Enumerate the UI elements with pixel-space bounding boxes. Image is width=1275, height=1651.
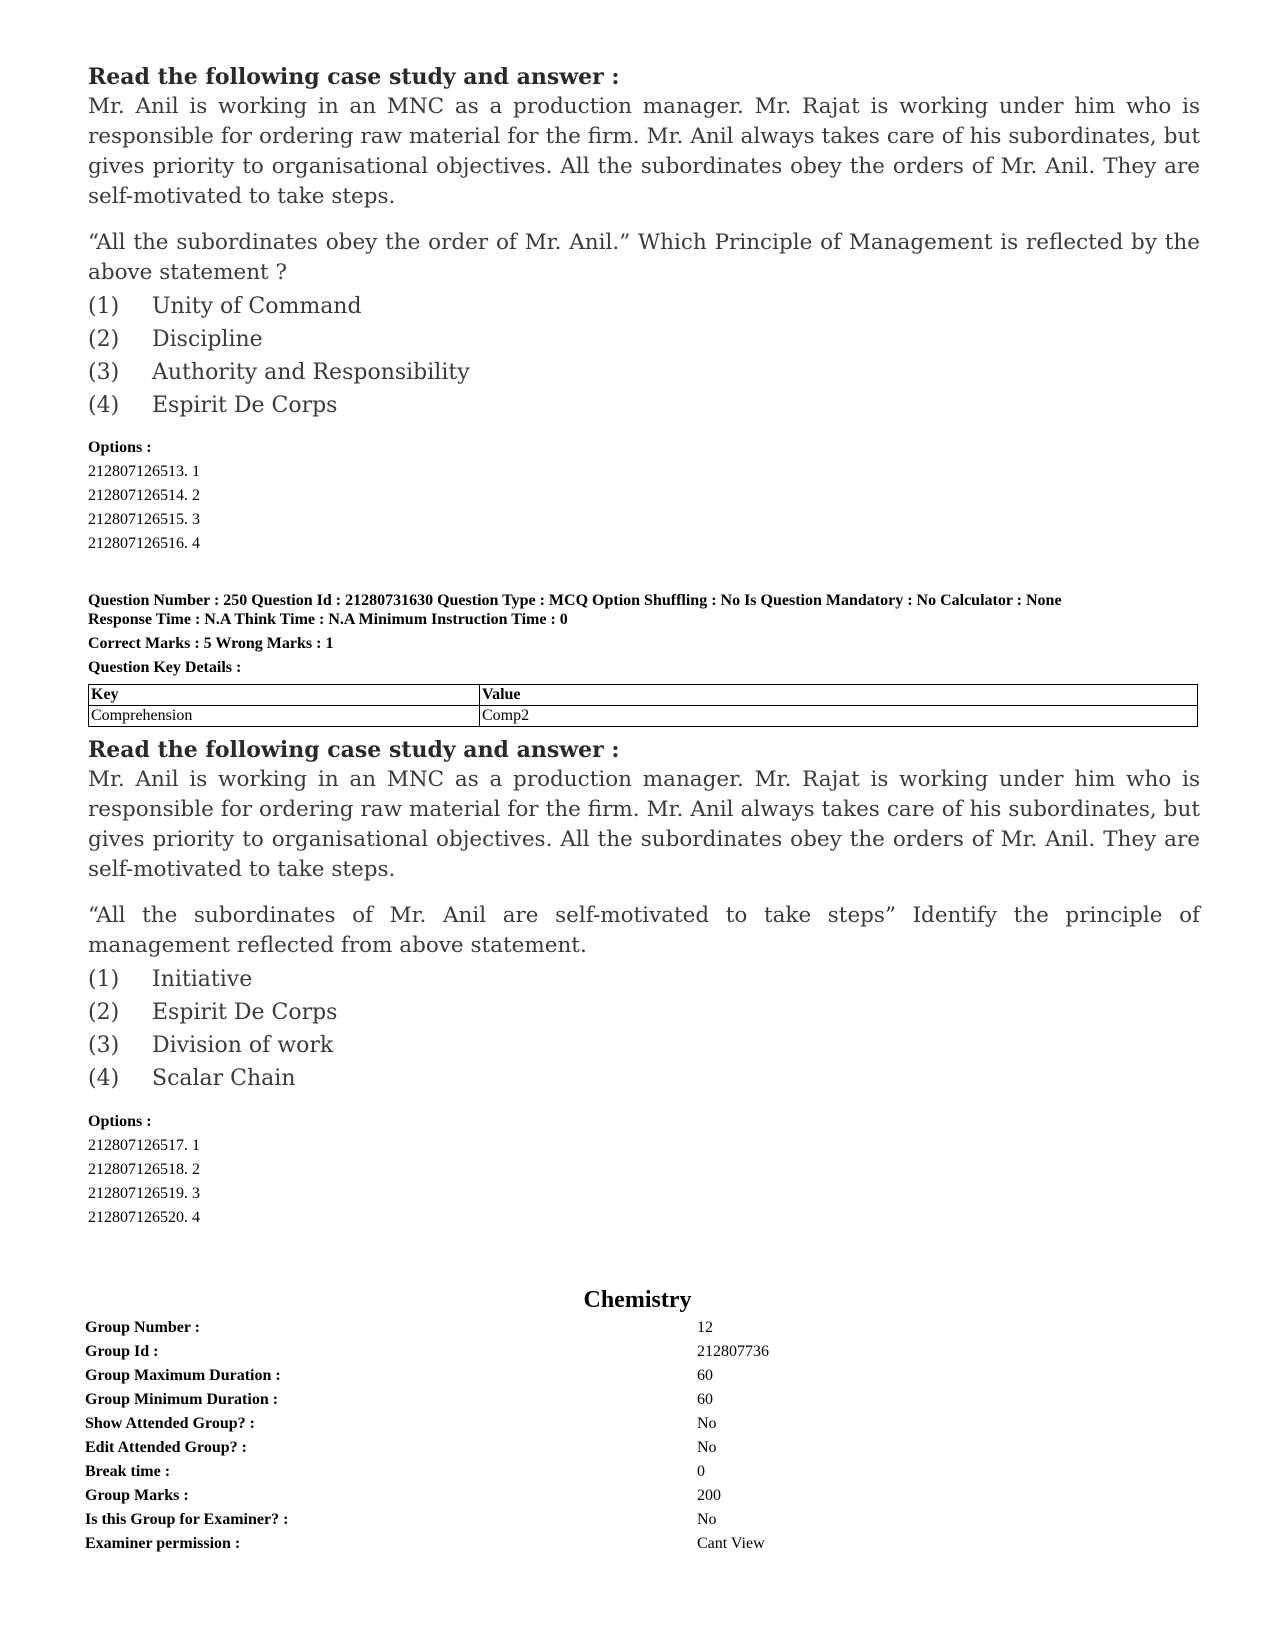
choice-text: Unity of Command: [152, 294, 362, 319]
group-detail-row: [85, 1364, 997, 1388]
answer-choice: [88, 963, 1200, 996]
options-label: Options :: [88, 439, 152, 456]
group-detail-value: 12: [697, 1319, 713, 1336]
group-detail-row: [85, 1436, 997, 1460]
table-header-key: Key: [89, 685, 480, 706]
choice-text: Initiative: [152, 967, 253, 992]
option-item: 212807126517. 1: [88, 1137, 200, 1154]
group-detail-value: 200: [697, 1487, 721, 1504]
case-study-image-1: [88, 62, 1200, 422]
choice-number: (2): [88, 1000, 120, 1025]
option-item: 212807126518. 2: [88, 1161, 200, 1178]
options-list-1: [88, 436, 200, 556]
options-list-2: [88, 1110, 200, 1230]
group-detail-key: Show Attended Group? :: [85, 1415, 255, 1432]
group-detail-key: Group Id :: [85, 1343, 159, 1360]
option-item: 212807126513. 1: [88, 463, 200, 480]
table-row: [89, 706, 1198, 727]
choice-text: Discipline: [152, 327, 263, 352]
table-header-row: [89, 685, 1198, 706]
group-detail-key: Group Maximum Duration :: [85, 1367, 281, 1384]
group-detail-value: 60: [697, 1367, 713, 1384]
table-cell-key: Comprehension: [89, 706, 480, 727]
table-header-value: Value: [480, 685, 1198, 706]
section-title: Chemistry: [583, 1287, 692, 1313]
group-details: [85, 1316, 997, 1556]
group-detail-row: [85, 1412, 997, 1436]
choice-text: Espirit De Corps: [152, 393, 338, 418]
question-key-table: [88, 684, 1198, 727]
question-timing-line: Response Time : N.A Think Time : N.A Minimum Instruction Time : 0: [88, 611, 568, 628]
choice-number: (3): [88, 1033, 120, 1058]
choice-text: Espirit De Corps: [152, 1000, 338, 1025]
choice-number: (1): [88, 294, 120, 319]
question-meta-line: Question Number : 250 Question Id : 21280731630 Question Type : MCQ Option Shuffling : No Is Question Mandatory : No Calculator : None: [88, 592, 1062, 609]
case-study-passage: Mr. Anil is working in an MNC as a production manager. Mr. Rajat is working under him who is responsible for ordering raw material for the firm. Mr. Anil always takes care of his subordinates, but gives priority to organisational objectives. All the subordinates obey the orders of Mr. Anil. They are self-motivated to take steps.: [88, 767, 1200, 882]
group-detail-value: No: [697, 1439, 717, 1456]
option-item: 212807126520. 4: [88, 1209, 200, 1226]
table-cell-value: Comp2: [480, 706, 1198, 727]
group-detail-key: Group Marks :: [85, 1487, 189, 1504]
answer-choice: [88, 1062, 1200, 1095]
options-label: Options :: [88, 1113, 152, 1130]
choice-number: (1): [88, 967, 120, 992]
answer-choice: [88, 356, 1200, 389]
question-text: “All the subordinates obey the order of Mr. Anil.” Which Principle of Management is reflected by the above statement ?: [88, 230, 1200, 285]
choice-number: (4): [88, 393, 120, 418]
group-detail-key: Group Minimum Duration :: [85, 1391, 279, 1408]
option-item: 212807126515. 3: [88, 511, 200, 528]
group-detail-value: Cant View: [697, 1535, 765, 1552]
choice-number: (3): [88, 360, 120, 385]
group-detail-row: [85, 1532, 997, 1556]
group-detail-row: [85, 1340, 997, 1364]
question-marks: Correct Marks : 5 Wrong Marks : 1: [88, 635, 334, 652]
answer-choices: [88, 963, 1200, 1095]
group-detail-key: Edit Attended Group? :: [85, 1439, 247, 1456]
group-detail-row: [85, 1484, 997, 1508]
group-detail-value: No: [697, 1511, 717, 1528]
case-study-heading: Read the following case study and answer :: [88, 64, 620, 90]
question-text: “All the subordinates of Mr. Anil are self-motivated to take steps” Identify the principle of management reflected from above statement.: [88, 903, 1200, 958]
group-detail-key: Is this Group for Examiner? :: [85, 1511, 289, 1528]
answer-choice: [88, 323, 1200, 356]
group-detail-row: [85, 1316, 997, 1340]
group-detail-value: No: [697, 1415, 717, 1432]
answer-choice: [88, 996, 1200, 1029]
case-study-passage: Mr. Anil is working in an MNC as a production manager. Mr. Rajat is working under him who is responsible for ordering raw material for the firm. Mr. Anil always takes care of his subordinates, but gives priority to organisational objectives. All the subordinates obey the orders of Mr. Anil. They are self-motivated to take steps.: [88, 94, 1200, 209]
group-detail-key: Break time :: [85, 1463, 171, 1480]
answer-choice: [88, 290, 1200, 323]
case-study-heading: Read the following case study and answer :: [88, 737, 620, 763]
group-detail-row: [85, 1460, 997, 1484]
group-detail-value: 60: [697, 1391, 713, 1408]
option-item: 212807126516. 4: [88, 535, 200, 552]
option-item: 212807126514. 2: [88, 487, 200, 504]
option-item: 212807126519. 3: [88, 1185, 200, 1202]
choice-number: (4): [88, 1066, 120, 1091]
choice-number: (2): [88, 327, 120, 352]
group-detail-row: [85, 1388, 997, 1412]
choice-text: Scalar Chain: [152, 1066, 296, 1091]
question-key-details-label: Question Key Details :: [88, 659, 242, 676]
choice-text: Authority and Responsibility: [152, 360, 470, 385]
answer-choice: [88, 389, 1200, 422]
group-detail-row: [85, 1508, 997, 1532]
case-study-image-2: [88, 735, 1200, 1095]
answer-choices: [88, 290, 1200, 422]
group-detail-value: 0: [697, 1463, 705, 1480]
group-detail-value: 212807736: [697, 1343, 769, 1360]
group-detail-key: Group Number :: [85, 1319, 200, 1336]
answer-choice: [88, 1029, 1200, 1062]
choice-text: Division of work: [152, 1033, 334, 1058]
group-detail-key: Examiner permission :: [85, 1535, 241, 1552]
